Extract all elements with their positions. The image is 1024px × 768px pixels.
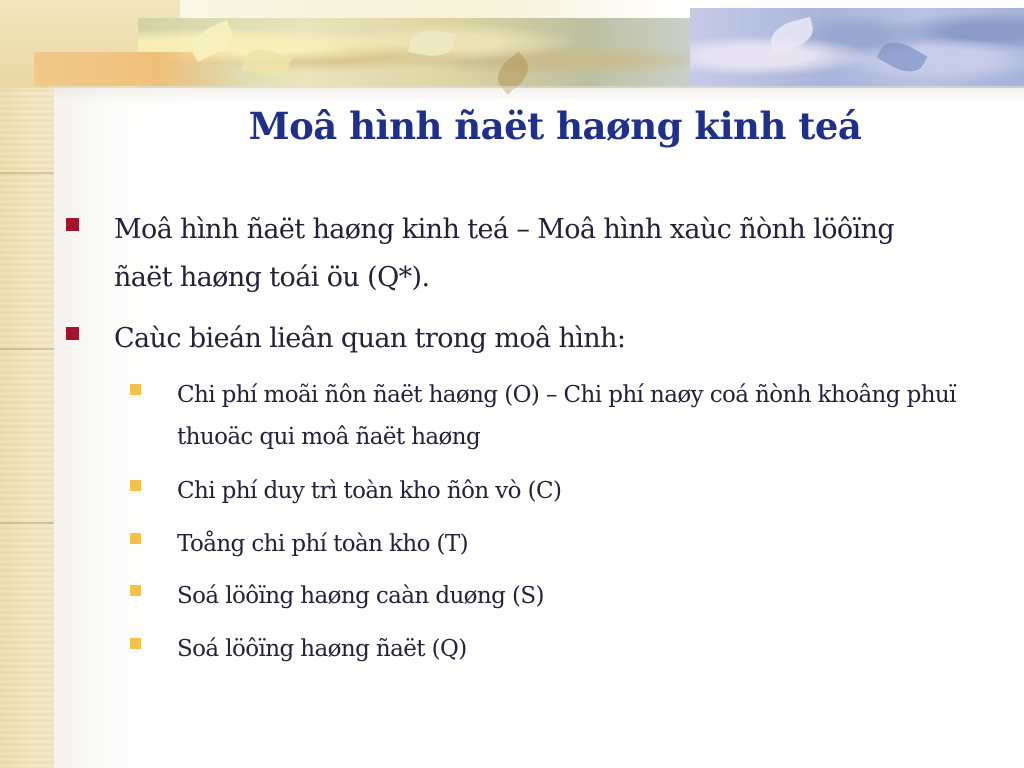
square-sub-bullet-icon [130,533,141,544]
square-sub-bullet-icon [130,638,141,649]
slide-title: Moâ hình ñaët haøng kinh teá [248,104,862,148]
sub-bullet-text: Chi phí moãi ñôn ñaët haøng (O) – Chi phí naøy coá ñònh khoâng phuï thuoäc qui moâ ñaët haøng [177,382,956,450]
square-sub-bullet-icon [130,384,141,395]
sub-bullet-item [130,628,960,670]
sub-bullet-item [130,470,960,512]
sub-bullet-item [130,374,960,458]
sub-bullet-item [130,523,960,565]
square-bullet-icon [66,218,79,231]
square-sub-bullet-icon [130,480,141,491]
sub-bullet-item [130,575,960,617]
bullet-item [66,206,946,302]
sub-bullet-text: Chi phí duy trì toàn kho ñôn vò (C) [177,478,562,504]
bullet-item [66,315,946,363]
sub-bullet-text: Toång chi phí toàn kho (T) [177,531,469,557]
bullet-text: Caùc bieán lieân quan trong moâ hình: [114,323,626,354]
square-sub-bullet-icon [130,585,141,596]
square-bullet-icon [66,327,79,340]
sub-bullet-text: Soá löôïng haøng ñaët (Q) [177,636,467,662]
sub-bullet-text: Soá löôïng haøng caàn duøng (S) [177,583,544,609]
bullet-text: Moâ hình ñaët haøng kinh teá – Moâ hình xaùc ñònh löôïng ñaët haøng toái öu (Q*). [114,214,895,293]
